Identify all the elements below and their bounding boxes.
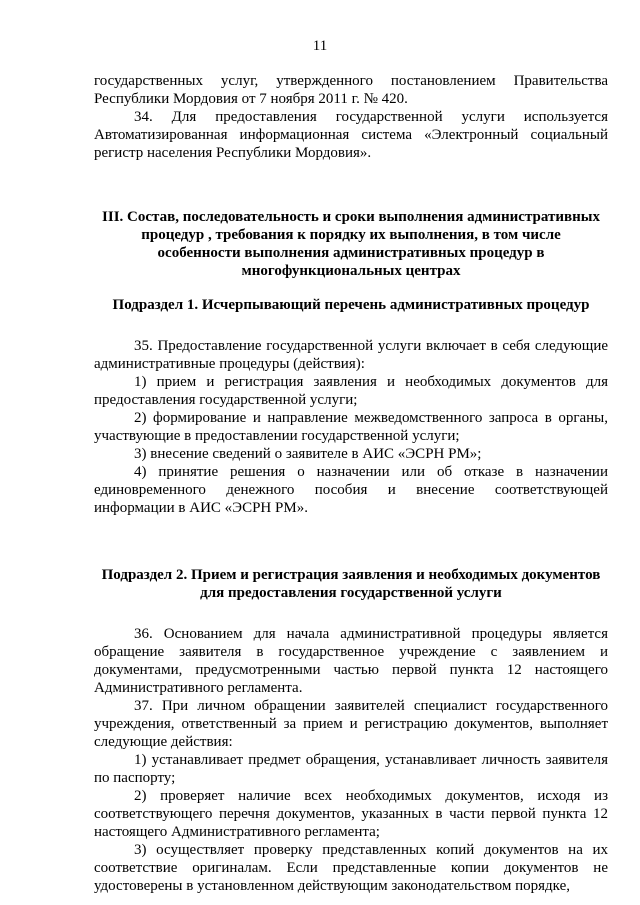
list-item: 3) осуществляет проверку представленных копий документов на их соответствие оригиналам. Если представленные копии документов не удостоверены в установленном действующим законодательством порядке,: [94, 842, 608, 894]
paragraph: государственных услуг, утвержденного постановлением Правительства Республики Мордовия от 7 ноября 2011 г. № 420.: [94, 73, 608, 107]
list-item: 2) формирование и направление межведомственного запроса в органы, участвующие в предоставлении государственной услуги;: [94, 410, 608, 444]
list-item: 1) устанавливает предмет обращения, устанавливает личность заявителя по паспорту;: [94, 752, 608, 786]
paragraph: 36. Основанием для начала административной процедуры является обращение заявителя в государственное учреждение с заявлением и документами, предусмотренными частью первой пункта 12 настоящего Административного регламента.: [94, 626, 608, 696]
list-item: 3) внесение сведений о заявителе в АИС «ЭСРН РМ»;: [134, 446, 482, 462]
list-item: 2) проверяет наличие всех необходимых документов, исходя из соответствующего перечня документов, указанных в части первой пункта 12 настоящего Административного регламента;: [94, 788, 608, 840]
section-title: III. Состав, последовательность и сроки выполнения административных процедур , требования к порядку их выполнения, в том числе особенности выполнения административных процедур в многофункциональных центрах: [102, 209, 600, 279]
document-body: [94, 72, 608, 895]
list-item: 1) прием и регистрация заявления и необходимых документов для предоставления государственной услуги;: [94, 374, 608, 408]
subsection-title: Подраздел 2. Прием и регистрация заявления и необходимых документов для предоставления государственной услуги: [101, 567, 601, 601]
subsection-title: Подраздел 1. Исчерпывающий перечень административных процедур: [112, 297, 590, 313]
paragraph: 35. Предоставление государственной услуги включает в себя следующие административные процедуры (действия):: [94, 338, 608, 372]
subsection-body: [94, 337, 608, 517]
subsection-body: [94, 625, 608, 895]
page-number: 11: [312, 38, 328, 54]
list-item: 4) принятие решения о назначении или об отказе в назначении единовременного денежного пособия и внесение соответствующей информации в АИС «ЭСРН РМ».: [94, 464, 608, 516]
paragraph: 37. При личном обращении заявителей специалист государственного учреждения, ответственный за прием и регистрацию документов, выполняет следующие действия:: [94, 698, 608, 750]
paragraph: 34. Для предоставления государственной услуги используется Автоматизированная информационная система «Электронный социальный регистр населения Республики Мордовия».: [94, 109, 608, 161]
